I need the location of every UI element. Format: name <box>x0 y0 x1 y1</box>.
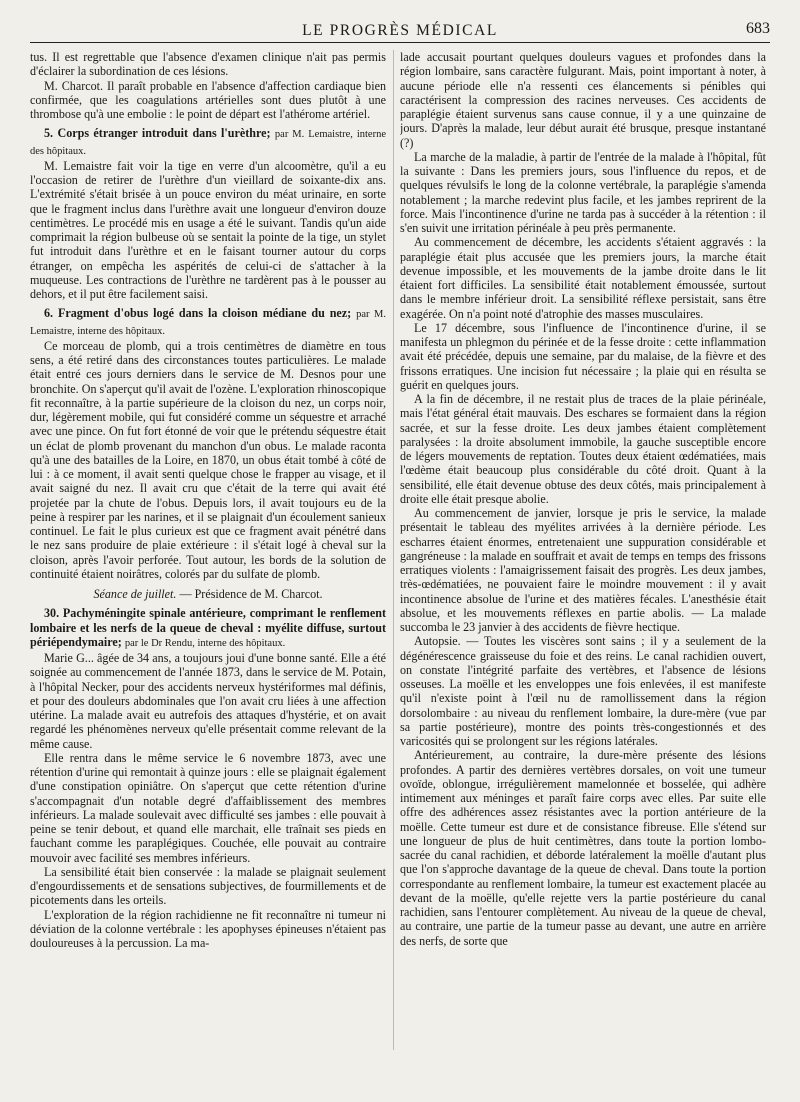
heading-title: 30. Pachyméningite spinale antérieure, comprimant le renflement lombaire et les nerfs de la queue de cheval : myélite diffuse, surtout périépendymaire; <box>30 606 386 649</box>
heading-title: 5. Corps étranger introduit dans l'urèthre; <box>44 126 271 141</box>
heading-author: par le Dr Rendu, interne des hôpitaux. <box>124 637 286 649</box>
page-header <box>30 20 770 43</box>
heading-author: par M. Lemaistre, interne des hôpitaux. <box>30 129 386 157</box>
paragraph: M. Charcot. Il paraît probable en l'absence d'affection cardiaque bien confirmée, que les coagulations artérielles sont dues plutôt à une thrombose qu'à une embolie : le point de départ est l'athérome artériel. <box>30 78 386 121</box>
paragraph: M. Lemaistre fait voir la tige en verre d'un alcoomètre, qu'il a eu l'occasion de retirer de l'urèthre d'un vieillard de soixante-dix ans. L'extrémité s'était brisée à un pouce environ du méat urinaire, en sorte que le fragment inclus dans l'urèthre avait une longueur d'environ douze centimètres. Le procédé mis en usage a été le suivant. Tandis qu'un aide comprimait la région bulbeuse où se sentait la pointe de la tige, un stylet fut introduit dans l'urèthre et en le faisant tourner autour du corps étranger, on empêcha les aspérités de celui-ci de s'attacher à la muqueuse. Les contractions de l'urèthre ne tardèrent pas à le pousser au dehors, et il put être facilement saisi. <box>30 158 386 301</box>
heading-author: par M. Lemaistre, interne des hôpitaux. <box>30 309 386 337</box>
paragraph: A la fin de décembre, il ne restait plus de traces de la plaie périnéale, mais l'état général était mauvais. Des eschares se formaient dans la région sacrée, et sur la fesse droite. Les deux jambes étaient complètement paralysées : la droite absolument immobile, la gauche susceptible encore de légers mouvements de reptation. Toutes deux étaient œdématiées, mais l'œdème était beaucoup plus considérable du côté droit. Quant à la sensibilité, elle était devenue obtuse des deux côtés, mais principalement à droite elle était presque abolie. <box>400 392 766 506</box>
paragraph: La marche de la maladie, à partir de l'entrée de la malade à l'hôpital, fût la suivante : Dans les premiers jours, sous l'influence du repos, et de quelques révulsifs le long de la colonne vertébrale, la paraplégie s'amenda notablement ; la marche redevint plus facile, et les jambes reprirent de la force. Mais l'incontinence d'urine ne tarda pas à succéder à la rétention : il s'en suivit une irritation périnéale à peu près permanente. <box>400 149 766 235</box>
paragraph: Au commencement de janvier, lorsque je pris le service, la malade présentait le tableau des myélites arrivées à la dernière période. Les escharres étaient énormes, entretenaient une suppuration considérable et gangréneuse : la malade en souffrait et avait de temps en temps des frissons erratiques violents : l'amaigrissement faisait des progrès. Les deux jambes, très-œdématiées, ne pouvaient faire le moindre mouvement : il y avait incontinence absolue de l'urine et des matières fécales. L'anesthésie était absolue, et les mouvements réflexes en partie abolis. — La malade succomba le 23 janvier à des accidents de fièvre hectique. <box>400 506 766 634</box>
paragraph: L'exploration de la région rachidienne ne fit reconnaître ni tumeur ni déviation de la colonne vertébrale : les apophyses épineuses n'étaient pas douloureuses à la percussion. La ma- <box>30 907 386 950</box>
paragraph: Elle rentra dans le même service le 6 novembre 1873, avec une rétention d'urine qui remontait à quinze jours : elle se plaignait également d'une constipation opiniâtre. On s'aperçut que cette rétention d'urine s'accompagnait d'un notable degré d'affaiblissement des membres inférieurs. La malade soulevait avec difficulté ses jambes : elle pouvait à peine se tenir debout, et quand elle marchait, elle traînait ses pieds en fauchant comme les paraplégiques. Couchée, elle pouvait au contraire mouvoir avec facilité ses membres inférieurs. <box>30 750 386 865</box>
section-heading-30 <box>30 606 386 651</box>
page-number: 683 <box>746 20 770 37</box>
running-title: LE PROGRÈS MÉDICAL <box>302 22 498 39</box>
paragraph: lade accusait pourtant quelques douleurs vagues et profondes dans la région lombaire, sans caractère fulgurant. Mais, point important à noter, à aucune période elle n'a ressenti ces élancements si pénibles qui caractérisent la compression des racines nerveuses. Ces accidents de paraplégie étaient survenus sans cause connue, il y a une quinzaine de jours. D'après la malade, leur début aurait été brusque, presque instantané (?) <box>400 50 766 150</box>
section-heading-5 <box>30 126 386 159</box>
paragraph: Antérieurement, au contraire, la dure-mère présente des lésions profondes. A partir des dernières vertèbres dorsales, on voit une tumeur ovoïde, oblongue, irrégulièrement mamelonnée et bosselée, qui adhère intimement aux méninges et paraît faire corps avec elles. Par suite elle offre des adhérences assez résistantes avec la portion antérieure de la moëlle. Cette tumeur est dure et de consistance fibreuse. Elle s'étend sur une longueur de plus de huit centimètres, dans toute la portion lombo-sacrée du canal rachidien, et déborde latéralement la moëlle d'autant plus que l'on s'approche davantage de la queue de cheval. Dans toute la portion correspondante au renflement lombaire, la tumeur est exactement placée au devant de la moëlle, qu'elle rejette vers la partie postérieure du canal rachidien, sans l'entourer complètement. Au niveau de la queue de cheval, au contraire, une partie de la tumeur passe au devant, une autre en arrière des nerfs, de sorte que <box>400 748 766 948</box>
paragraph: tus. Il est regrettable que l'absence d'examen clinique n'ait pas permis d'éclairer la subordination de ces lésions. <box>30 50 386 79</box>
right-column <box>400 50 766 1092</box>
paragraph: Au commencement de décembre, les accidents s'étaient aggravés : la paraplégie était plus accusée que les premiers jours, la marche était devenue impossible, et les mouvements de la jambe droite dans le lit étaient fort difficiles. La sensibilité était notablement émoussée, surtout dans le membre inférieur droit. La sensibilité réflexe persistait, sans être exagérée. On n'a point noté d'atrophie des masses musculaires. <box>400 235 766 321</box>
session-date: Séance de juillet. <box>93 587 177 601</box>
session-heading <box>30 587 386 601</box>
session-president: — Présidence de M. Charcot. <box>179 587 323 601</box>
paragraph: La sensibilité était bien conservée : la malade se plaignait seulement d'engourdissements et de sensations subjectives, de fourmillements et de picotements dans les orteils. <box>30 864 386 908</box>
paragraph: Marie G... âgée de 34 ans, a toujours joui d'une bonne santé. Elle a été soignée au commencement de l'année 1873, dans le service de M. Potain, à l'hôpital Necker, pour des accidents nerveux hystériformes mal définis, et pour des douleurs abdominales que l'on avait cru liées à une affection utérine. La malade avait eu autrefois des attaques d'hystérie, et on avait regardé les phénomènes nerveux qu'elle présentait comme relevant de la même cause. <box>30 651 386 751</box>
left-column <box>30 50 386 1092</box>
section-heading-6 <box>30 306 386 339</box>
paragraph: Ce morceau de plomb, qui a trois centimètres de diamètre en tous sens, a été retiré dans des circonstances toutes particulières. Le malade était entré ces jours derniers dans le service de M. Desnos pour une bronchite. On s'aperçut qu'il avait de l'ozène. L'exploration rhinoscopique fit reconnaître, à la partie supérieure de la cloison du nez, un corps noir, dur, légèrement mobile, qui fut considéré comme un séquestre et arraché avec une pince. On fut fort étonné de voir que le prétendu séquestre était un éclat de plomb provenant du manchon d'un obus. Le malade raconta qu'à une des batailles de la Loire, en 1870, un obus était tombé à côté de lui : à ce moment, il avait senti quelque chose le frapper au visage, et il avait saigné du nez. Il avait cru que c'était de la terre qui avait été projetée par la chute de l'obus. Depuis lors, il avait toujours eu de la peine à respirer par les narines, et il se plaignait d'un écoulement sanieux continuel. Le fait le plus curieux est que ce fragment avait pénétré dans le nez sans produire de plaie extérieure : il s'était logé à cheval sur la cloison, après l'avoir perforée. Tout autour, les bords de la solution de continuité étaient noirâtres, colorés par du sulfate de plomb. <box>30 338 386 581</box>
heading-title: 6. Fragment d'obus logé dans la cloison médiane du nez; <box>44 306 352 321</box>
paragraph: Le 17 décembre, sous l'influence de l'incontinence d'urine, il se manifesta un phlegmon du périnée et de la fesse droite : cette inflammation avait été précédée, depuis une semaine, par du malaise, de la fièvre et des frissons erratiques. Une incision fut nécessaire ; la plaie qui en résulta se guérit en quelques jours. <box>400 320 766 392</box>
column-divider <box>393 50 394 1050</box>
paragraph: Autopsie. — Toutes les viscères sont sains ; il y a seulement de la dégénérescence graisseuse du foie et des reins. Le canal rachidien ouvert, on constate l'intégrité parfaite des vertèbres, et l'absence de lésions osseuses. La moëlle et les enveloppes une fois enlevées, il est manifeste qu'il n'existe point à l'œil nu de ramollissement dans la région dorsolombaire : au niveau du renflement lombaire, la dure-mère (vue par sa partie postérieure), montre des points très-congestionnés et des varicosités qui se prolongent sur les régions latérales. <box>400 634 766 748</box>
